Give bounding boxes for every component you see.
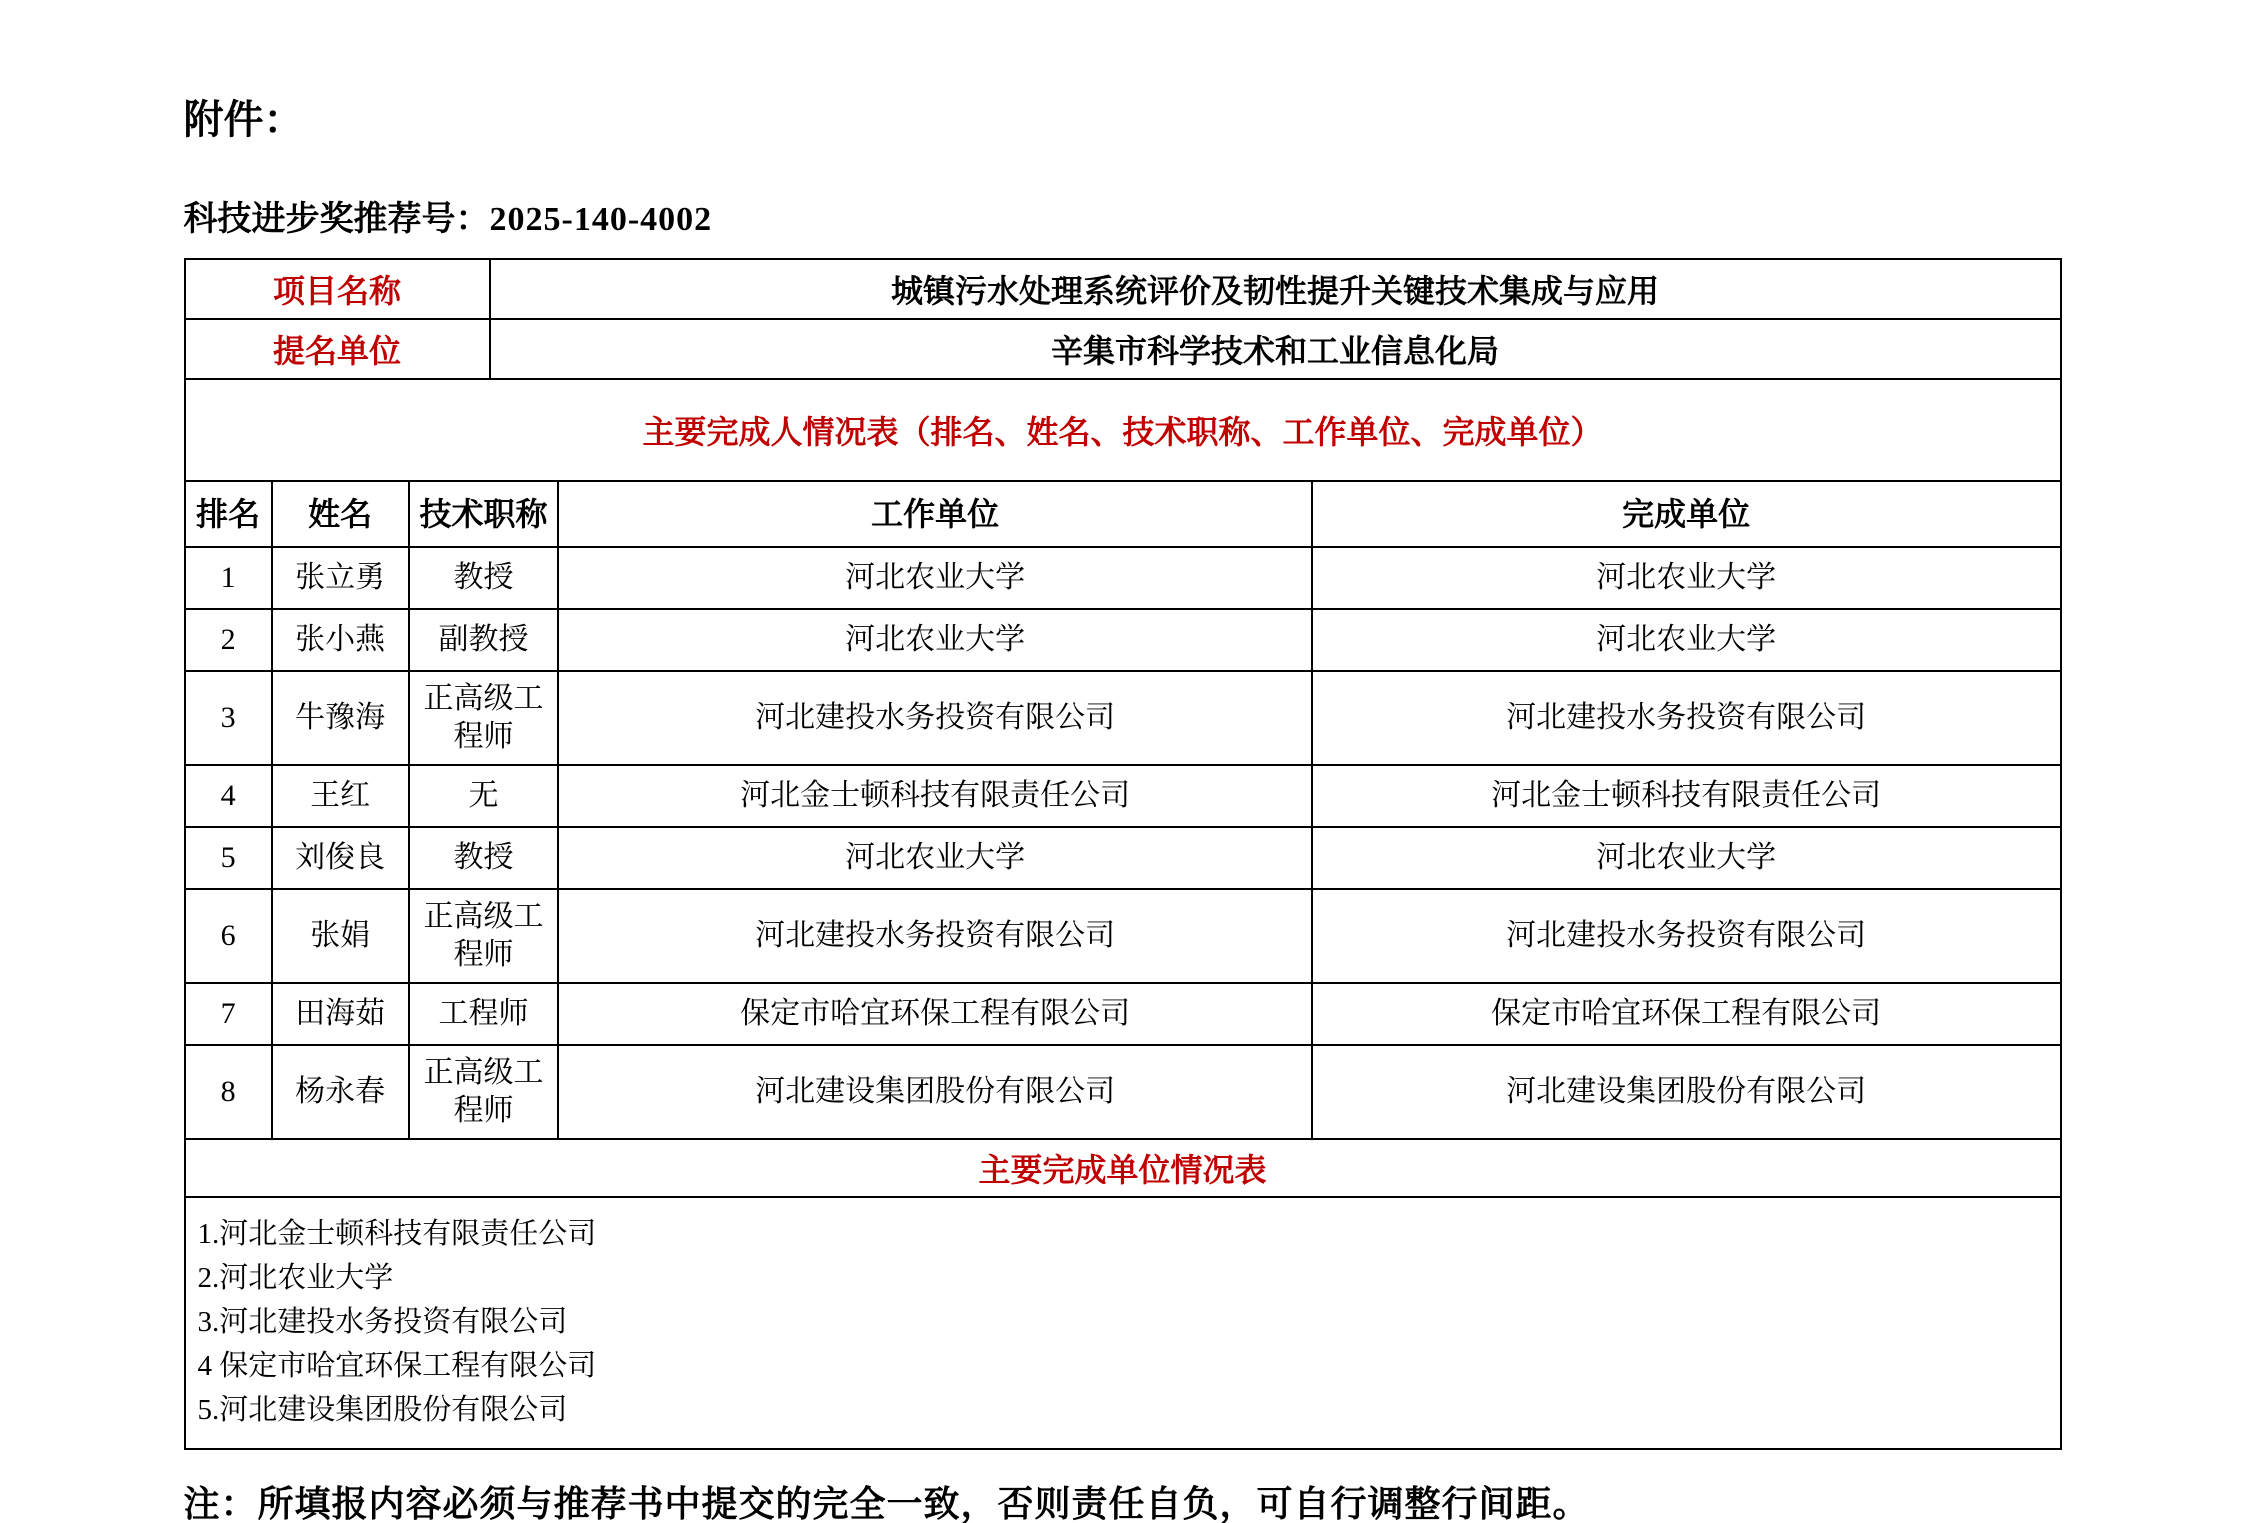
- cell-title: 正高级工程师: [409, 671, 559, 765]
- cell-name: 田海茹: [272, 983, 409, 1045]
- completion-units-list: [186, 1198, 2060, 1448]
- project-name-label: 项目名称: [186, 260, 491, 318]
- cell-name: 牛豫海: [272, 671, 409, 765]
- header-rank: 排名: [186, 482, 272, 547]
- cell-name: 王红: [272, 765, 409, 827]
- cell-completion-unit: 河北农业大学: [1312, 547, 2060, 609]
- cell-title: 正高级工程师: [409, 889, 559, 983]
- table-row: [186, 827, 2060, 889]
- project-name-value: 城镇污水处理系统评价及韧性提升关键技术集成与应用: [890, 273, 1659, 309]
- table-row: [186, 765, 2060, 827]
- completers-section-title: 主要完成人情况表（排名、姓名、技术职称、工作单位、完成单位）: [186, 380, 2060, 482]
- table-row: [186, 983, 2060, 1045]
- cell-title: 工程师: [409, 983, 559, 1045]
- cell-completion-unit: 保定市哈宜环保工程有限公司: [1312, 983, 2060, 1045]
- list-item: 2.河北农业大学: [197, 1262, 394, 1294]
- table-row: [186, 1045, 2060, 1139]
- cell-title: 无: [409, 765, 559, 827]
- cell-completion-unit: 河北建投水务投资有限公司: [1312, 889, 2060, 983]
- list-item: 3.河北建投水务投资有限公司: [197, 1306, 568, 1338]
- cell-rank: 1: [186, 547, 272, 609]
- document-content: [184, 0, 2062, 1523]
- completers-header-row: [186, 482, 2060, 547]
- cell-name: 张小燕: [272, 609, 409, 671]
- project-name-row: [186, 260, 2060, 320]
- cell-work-unit: 河北农业大学: [558, 609, 1311, 671]
- list-item: 1.河北金士顿科技有限责任公司: [197, 1218, 597, 1250]
- cell-rank: 7: [186, 983, 272, 1045]
- cell-title: 副教授: [409, 609, 559, 671]
- cell-work-unit: 河北建投水务投资有限公司: [558, 671, 1311, 765]
- cell-rank: 4: [186, 765, 272, 827]
- nominating-unit-value: 辛集市科学技术和工业信息化局: [1050, 333, 1499, 369]
- recommendation-number: 2025-140-4002: [489, 201, 713, 238]
- cell-work-unit: 河北建投水务投资有限公司: [558, 889, 1311, 983]
- cell-rank: 5: [186, 827, 272, 889]
- cell-work-unit: 河北金士顿科技有限责任公司: [558, 765, 1311, 827]
- header-title: 技术职称: [409, 482, 559, 547]
- cell-completion-unit: 河北建投水务投资有限公司: [1312, 671, 2060, 765]
- cell-title: 教授: [409, 547, 559, 609]
- cell-name: 张立勇: [272, 547, 409, 609]
- completers-table: [186, 482, 2060, 1140]
- table-row: [186, 547, 2060, 609]
- cell-name: 张娟: [272, 889, 409, 983]
- list-item: 5.河北建设集团股份有限公司: [197, 1394, 568, 1426]
- footer-note: 注：所填报内容必须与推荐书中提交的完全一致，否则责任自负，可自行调整行间距。: [183, 1484, 1590, 1523]
- recommendation-line: [184, 191, 2062, 240]
- recommendation-label: 科技进步奖推荐号：: [183, 201, 490, 238]
- cell-rank: 8: [186, 1045, 272, 1139]
- table-row: [186, 889, 2060, 983]
- units-section-title: 主要完成单位情况表: [186, 1140, 2060, 1198]
- table-row: [186, 671, 2060, 765]
- table-row: [186, 609, 2060, 671]
- list-item: 4 保定市哈宜环保工程有限公司: [197, 1350, 597, 1382]
- cell-rank: 6: [186, 889, 272, 983]
- cell-work-unit: 保定市哈宜环保工程有限公司: [558, 983, 1311, 1045]
- cell-title: 教授: [409, 827, 559, 889]
- header-name: 姓名: [272, 482, 409, 547]
- attachment-heading: 附件：: [183, 97, 304, 143]
- cell-completion-unit: 河北建设集团股份有限公司: [1312, 1045, 2060, 1139]
- nominating-unit-row: [186, 320, 2060, 380]
- cell-name: 杨永春: [272, 1045, 409, 1139]
- cell-completion-unit: 河北农业大学: [1312, 609, 2060, 671]
- cell-completion-unit: 河北农业大学: [1312, 827, 2060, 889]
- award-table: [184, 258, 2062, 1450]
- cell-work-unit: 河北建设集团股份有限公司: [558, 1045, 1311, 1139]
- cell-work-unit: 河北农业大学: [558, 827, 1311, 889]
- header-completion-unit: 完成单位: [1312, 482, 2060, 547]
- cell-rank: 2: [186, 609, 272, 671]
- nominating-unit-label: 提名单位: [186, 320, 491, 378]
- cell-rank: 3: [186, 671, 272, 765]
- cell-title: 正高级工程师: [409, 1045, 559, 1139]
- cell-work-unit: 河北农业大学: [558, 547, 1311, 609]
- cell-name: 刘俊良: [272, 827, 409, 889]
- header-work-unit: 工作单位: [558, 482, 1311, 547]
- cell-completion-unit: 河北金士顿科技有限责任公司: [1312, 765, 2060, 827]
